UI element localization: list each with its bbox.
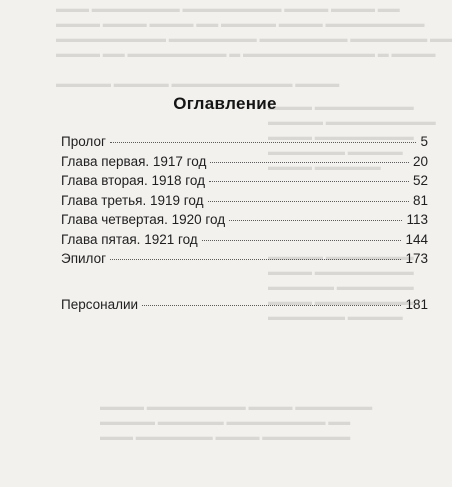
toc-entry-label: Глава вторая. 1918 год [61, 173, 205, 188]
toc-entry-epilogue[interactable] [61, 251, 428, 271]
toc-entry-label: Персоналии [61, 296, 139, 312]
toc-entry-page: 144 [405, 231, 428, 247]
toc-entry-label: Глава пятая. 1921 год [61, 231, 198, 247]
toc-entry-page: 52 [412, 173, 428, 188]
show-through-text: ▬▬▬ ▬▬▬▬▬▬▬▬ ▬▬▬▬▬▬▬▬▬ ▬▬▬▬ ▬▬▬▬ ▬▬ ▬▬▬▬ ▬▬▬▬ ▬▬▬▬ ▬▬ ▬▬▬▬▬ ▬▬▬▬ ▬▬▬▬▬▬▬▬▬ ▬▬▬▬▬▬▬▬▬▬ ▬▬▬▬▬▬▬▬ ▬▬▬▬▬▬▬▬ ▬▬▬▬▬▬▬ ▬▬ ▬▬▬▬ ▬▬ ▬▬▬▬▬▬▬▬▬ ▬ ▬▬▬▬▬▬▬▬▬▬▬▬ ▬ ▬▬▬▬ ▬▬▬▬▬ ▬▬▬▬▬ ▬▬▬▬▬▬▬▬▬▬▬ ▬▬▬▬ [56, 3, 452, 90]
show-through-text: ▬▬▬▬ ▬▬▬▬▬▬▬▬▬ ▬▬▬▬ ▬▬▬▬▬▬▬ ▬▬▬▬▬ ▬▬▬▬▬▬ ▬▬▬▬▬▬▬▬▬ ▬▬ ▬▬▬ ▬▬▬▬▬▬▬ ▬▬▬▬ ▬▬▬▬▬▬▬▬ [100, 401, 373, 443]
toc-entry-page: 113 [406, 212, 428, 227]
dot-leader [110, 259, 401, 260]
dot-leader [110, 142, 417, 143]
page-title: Оглавление [173, 94, 277, 113]
toc-entry-page: 20 [412, 153, 428, 169]
show-through-text: ▬▬▬▬ ▬▬▬▬▬▬▬▬▬ ▬▬▬▬▬ ▬▬▬▬▬▬▬▬▬▬ ▬▬▬▬ ▬▬▬▬▬▬▬▬▬ ▬▬▬▬▬▬▬ ▬▬▬▬▬ ▬▬▬▬ ▬▬▬▬▬▬ ▬▬▬▬▬ ▬▬▬▬▬▬▬▬ ▬▬▬▬ ▬▬▬▬▬▬▬▬▬ ▬▬▬▬▬▬ ▬▬▬▬▬▬▬ ▬▬▬▬ ▬▬▬▬▬▬▬▬▬ ▬▬▬▬▬▬▬ ▬▬▬▬▬ [268, 101, 436, 323]
dot-leader [229, 220, 402, 221]
toc-entry-page: 5 [420, 134, 428, 149]
toc-entry-page: 173 [405, 251, 428, 266]
toc-spacer [61, 271, 428, 297]
toc-entry-chapter-4[interactable] [61, 212, 428, 232]
toc-entry-chapter-2[interactable] [61, 173, 428, 193]
toc-entry-label: Глава первая. 1917 год [61, 153, 207, 169]
table-of-contents [61, 134, 428, 316]
toc-entry-label: Пролог [61, 134, 106, 149]
toc-entry-chapter-5[interactable] [61, 232, 428, 252]
toc-entry-page: 81 [412, 192, 428, 208]
toc-entry-prologue[interactable] [61, 134, 428, 154]
toc-entry-chapter-1[interactable] [61, 154, 428, 174]
toc-entry-personalia[interactable] [61, 297, 428, 317]
dot-leader [142, 305, 401, 306]
dot-leader [209, 181, 409, 182]
toc-entry-label: Глава третья. 1919 год [61, 192, 204, 208]
dot-leader [208, 201, 409, 202]
toc-entry-label: Эпилог [61, 251, 107, 266]
toc-entry-label: Глава четвертая. 1920 год [61, 212, 226, 227]
dot-leader [210, 162, 409, 163]
toc-entry-chapter-3[interactable] [61, 193, 428, 213]
toc-entry-page: 181 [405, 296, 428, 312]
dot-leader [202, 240, 402, 241]
